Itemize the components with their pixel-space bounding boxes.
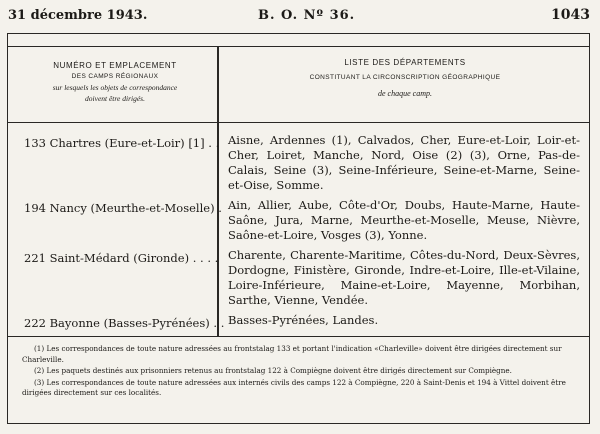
camp-label: 133 Chartres (Eure-et-Loir) [1] . . xyxy=(24,136,220,150)
camp-label: 194 Nancy (Meurthe-et-Moselle) . xyxy=(24,201,222,215)
column-header-rule xyxy=(7,122,590,123)
column-header-camps-sub2: sur lesquels les objets de correspondance xyxy=(52,83,178,92)
camp-departments: Aisne, Ardennes (1), Calvados, Cher, Eure-et-Loir, Loir-et-Cher, Loiret, Manche, Nord, Oise (2) (3), Orne, Pas-de-Calais, Seine (3), Seine-Inférieure, Seine-et-Marne, Seine-et-Oise, Somme. xyxy=(228,133,580,192)
camp-departments: Ain, Allier, Aube, Côte-d'Or, Doubs, Haute-Marne, Haute-Saône, Jura, Marne, Meurthe-et-Moselle, Meuse, Nièvre, Saône-et-Loire, Vosges (3), Yonne. xyxy=(228,198,580,242)
header-page-number: 1043 xyxy=(551,7,590,23)
camp-label: 222 Bayonne (Basses-Pyrénées) . . xyxy=(24,316,225,330)
camp-departments: Basses-Pyrénées, Landes. xyxy=(228,313,379,327)
header-date: 31 décembre 1943. xyxy=(8,8,148,23)
column-header-camps-sub3: doivent être dirigés. xyxy=(85,94,145,103)
column-header-departments-sub1: CONSTITUANT LA CIRCONSCRIPTION GÉOGRAPHIQUE xyxy=(309,74,501,81)
camp-departments: Charente, Charente-Maritime, Côtes-du-Nord, Deux-Sèvres, Dordogne, Finistère, Gironde, Indre-et-Loire, Ille-et-Vilaine, Loire-Inférieure, Maine-et-Loire, Mayenne, Morbihan, Sarthe, Vienne, Vendée. xyxy=(228,248,580,307)
page-header xyxy=(0,0,600,30)
column-header-departments-sub2: de chaque camp. xyxy=(378,89,432,98)
column-header-camps-sub1: DES CAMPS RÉGIONAUX xyxy=(71,73,159,80)
header-bulletin-number: B. O. Nº 36. xyxy=(258,8,356,23)
footnote: (1) Les correspondances de toute nature adressées au frontstalag 133 et portant l'indication «Charleville» doivent être dirigées directement sur Charleville. xyxy=(22,344,562,364)
table-top-rule xyxy=(7,46,590,47)
table-bottom-rule xyxy=(7,336,590,337)
column-divider xyxy=(217,46,219,336)
column-header-departments xyxy=(222,57,588,99)
camp-label: 221 Saint-Médard (Gironde) . . . . xyxy=(24,251,219,265)
column-header-departments-title: LISTE DES DÉPARTEMENTS xyxy=(344,58,466,67)
footnote: (2) Les paquets destinés aux prisonniers retenus au frontstalag 122 à Compiègne doivent être dirigés directement sur Compiègne. xyxy=(34,366,512,375)
column-header-camps-title: NUMÉRO ET EMPLACEMENT xyxy=(53,61,177,70)
footnote: (3) Les correspondances de toute nature adressées aux internés civils des camps 122 à Compiègne, 220 à Saint-Denis et 194 à Vittel doivent être dirigées directement sur ces localités. xyxy=(22,377,566,397)
footnotes xyxy=(22,344,582,400)
column-header-camps xyxy=(20,60,210,104)
